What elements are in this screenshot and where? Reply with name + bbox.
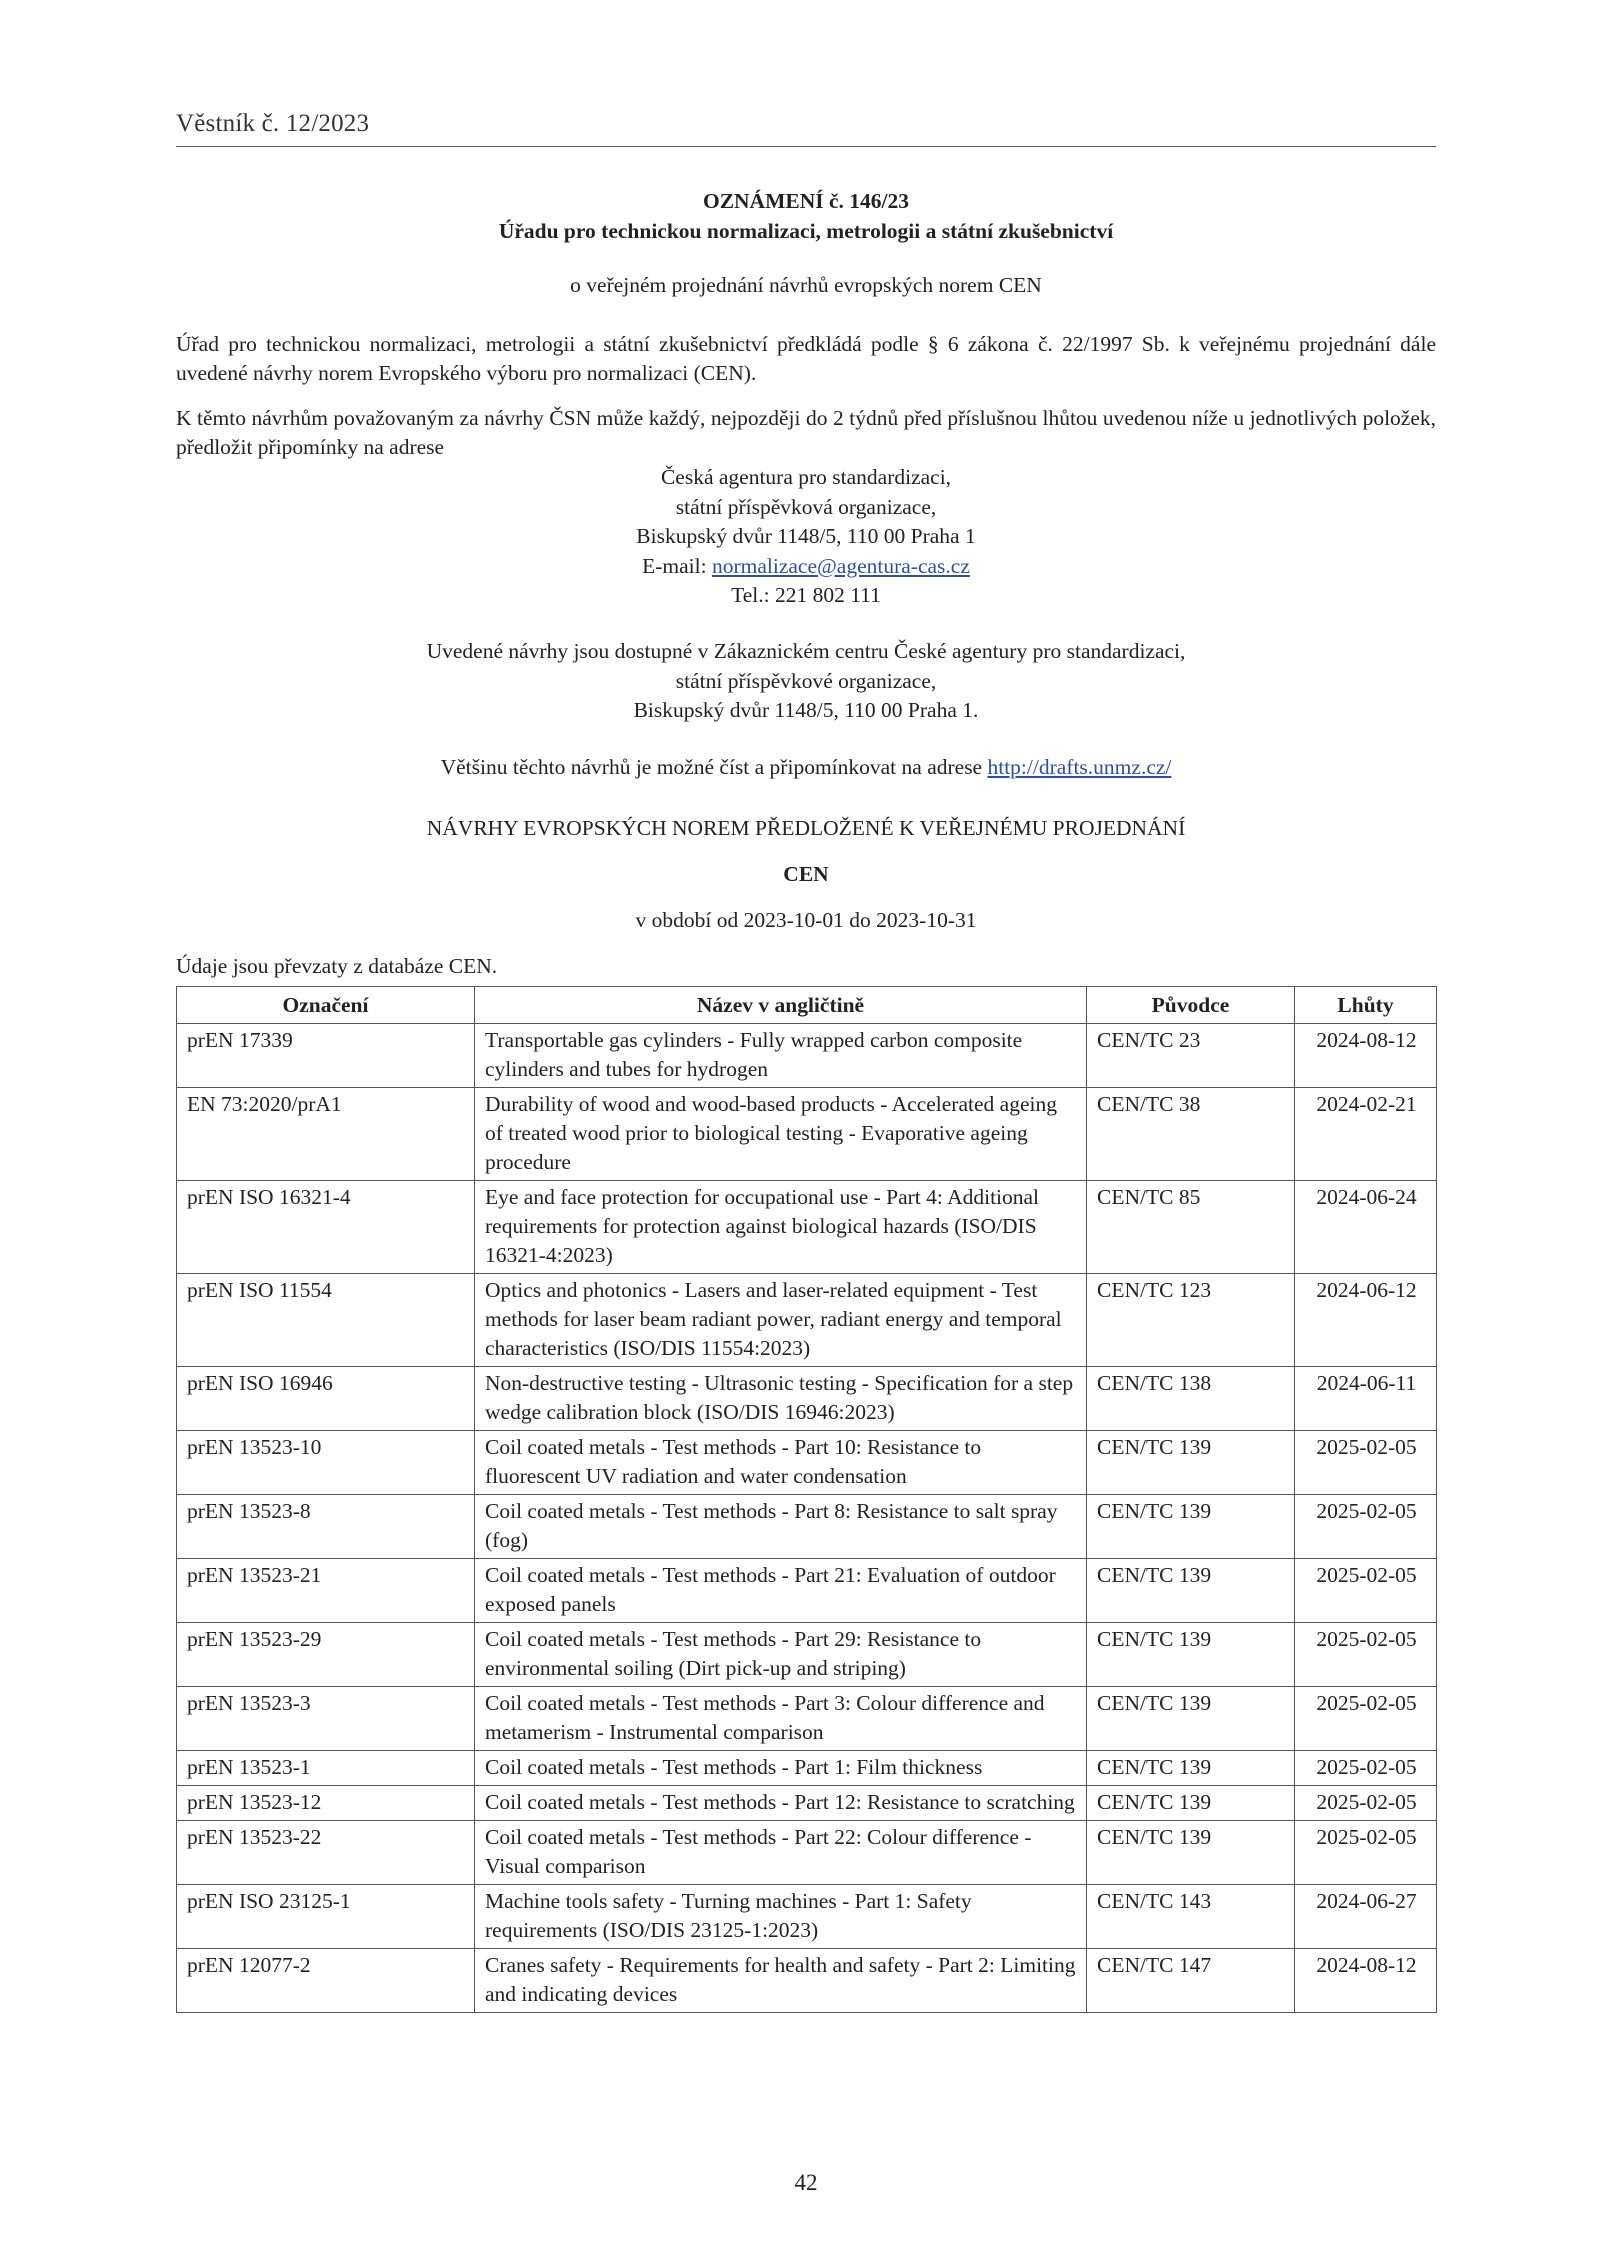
- cell-deadline: 2025-02-05: [1295, 1623, 1437, 1687]
- table-row: [177, 1181, 1437, 1274]
- announcement-title: [176, 186, 1436, 246]
- table-row: [177, 1751, 1437, 1786]
- cell-title: Coil coated metals - Test methods - Part 12: Resistance to scratching: [475, 1786, 1087, 1821]
- table-row: [177, 1687, 1437, 1751]
- table-row: [177, 1274, 1437, 1367]
- cell-deadline: 2024-06-24: [1295, 1181, 1437, 1274]
- cell-title: Transportable gas cylinders - Fully wrapped carbon composite cylinders and tubes for hydrogen: [475, 1024, 1087, 1088]
- cell-deadline: 2025-02-05: [1295, 1751, 1437, 1786]
- cell-deadline: 2025-02-05: [1295, 1495, 1437, 1559]
- table-row: [177, 1949, 1437, 2013]
- cell-originator: CEN/TC 139: [1087, 1623, 1295, 1687]
- cell-title: Coil coated metals - Test methods - Part 22: Colour difference - Visual comparison: [475, 1821, 1087, 1885]
- cell-originator: CEN/TC 38: [1087, 1088, 1295, 1181]
- cell-designation: prEN 13523-21: [177, 1559, 475, 1623]
- column-header-title: Název v angličtině: [475, 987, 1087, 1024]
- cell-deadline: 2024-02-21: [1295, 1088, 1437, 1181]
- cell-originator: CEN/TC 143: [1087, 1885, 1295, 1949]
- cell-originator: CEN/TC 139: [1087, 1495, 1295, 1559]
- column-header-originator: Původce: [1087, 987, 1295, 1024]
- drafts-text: Většinu těchto návrhů je možné číst a připomínkovat na adrese: [440, 755, 988, 779]
- cell-designation: prEN 17339: [177, 1024, 475, 1088]
- cell-originator: CEN/TC 23: [1087, 1024, 1295, 1088]
- table-row: [177, 1623, 1437, 1687]
- period-line: v období od 2023-10-01 do 2023-10-31: [635, 908, 977, 932]
- phone-line: Tel.: 221 802 111: [731, 583, 881, 607]
- cell-originator: CEN/TC 139: [1087, 1687, 1295, 1751]
- cell-designation: prEN 13523-10: [177, 1431, 475, 1495]
- cell-designation: prEN 13523-12: [177, 1786, 475, 1821]
- running-head: Věstník č. 12/2023: [176, 110, 370, 137]
- email-label: E-mail:: [642, 553, 712, 578]
- cell-designation: prEN ISO 23125-1: [177, 1885, 475, 1949]
- document-page: [176, 0, 1436, 2263]
- cell-designation: prEN 13523-29: [177, 1623, 475, 1687]
- cell-originator: CEN/TC 138: [1087, 1367, 1295, 1431]
- section-heading: NÁVRHY EVROPSKÝCH NOREM PŘEDLOŽENÉ K VEŘEJNÉMU PROJEDNÁNÍ: [426, 816, 1186, 840]
- cell-title: Coil coated metals - Test methods - Part 21: Evaluation of outdoor exposed panels: [475, 1559, 1087, 1623]
- cell-title: Coil coated metals - Test methods - Part 3: Colour difference and metamerism - Instrumental comparison: [475, 1687, 1087, 1751]
- cell-originator: CEN/TC 139: [1087, 1821, 1295, 1885]
- cell-originator: CEN/TC 139: [1087, 1559, 1295, 1623]
- cell-deadline: 2024-06-11: [1295, 1367, 1437, 1431]
- table-row: [177, 1885, 1437, 1949]
- cell-title: Non-destructive testing - Ultrasonic testing - Specification for a step wedge calibration block (ISO/DIS 16946:2023): [475, 1367, 1087, 1431]
- cell-originator: CEN/TC 123: [1087, 1274, 1295, 1367]
- table-row: [177, 1024, 1437, 1088]
- availability-line: Biskupský dvůr 1148/5, 110 00 Praha 1.: [633, 698, 979, 722]
- cell-designation: prEN ISO 16946: [177, 1367, 475, 1431]
- cell-originator: CEN/TC 139: [1087, 1751, 1295, 1786]
- cell-designation: prEN ISO 16321-4: [177, 1181, 475, 1274]
- cell-deadline: 2025-02-05: [1295, 1786, 1437, 1821]
- cell-designation: EN 73:2020/prA1: [177, 1088, 475, 1181]
- cell-title: Coil coated metals - Test methods - Part 29: Resistance to environmental soiling (Dirt pick-up and striping): [475, 1623, 1087, 1687]
- cell-deadline: 2024-08-12: [1295, 1024, 1437, 1088]
- cell-designation: prEN 13523-22: [177, 1821, 475, 1885]
- cell-title: Machine tools safety - Turning machines - Part 1: Safety requirements (ISO/DIS 23125-1:2023): [475, 1885, 1087, 1949]
- table-row: [177, 1786, 1437, 1821]
- norms-table-body: [177, 1024, 1437, 2013]
- cell-deadline: 2025-02-05: [1295, 1559, 1437, 1623]
- cell-designation: prEN 13523-1: [177, 1751, 475, 1786]
- header-divider: [176, 146, 1436, 147]
- announcement-issuer: Úřadu pro technickou normalizaci, metrologii a státní zkušebnictví: [498, 219, 1114, 243]
- column-header-designation: Označení: [177, 987, 475, 1024]
- address-line: Biskupský dvůr 1148/5, 110 00 Praha 1: [636, 524, 976, 548]
- cell-originator: CEN/TC 147: [1087, 1949, 1295, 2013]
- table-row: [177, 1088, 1437, 1181]
- cell-deadline: 2025-02-05: [1295, 1821, 1437, 1885]
- organisation-heading: CEN: [783, 862, 829, 886]
- availability-line: Uvedené návrhy jsou dostupné v Zákaznickém centru České agentury pro standardizaci,: [426, 639, 1186, 663]
- cell-designation: prEN 13523-8: [177, 1495, 475, 1559]
- comments-paragraph: K těmto návrhům považovaným za návrhy ČSN může každý, nejpozději do 2 týdnů před příslušnou lhůtou uvedenou níže u jednotlivých položek, předložit připomínky na adrese: [176, 406, 1436, 459]
- address-line: státní příspěvková organizace,: [675, 494, 937, 519]
- email-link[interactable]: normalizace@agentura-cas.cz: [711, 553, 970, 578]
- cell-designation: prEN ISO 11554: [177, 1274, 475, 1367]
- cell-title: Coil coated metals - Test methods - Part 1: Film thickness: [475, 1751, 1087, 1786]
- table-row: [177, 1367, 1437, 1431]
- availability-block: [176, 637, 1436, 726]
- cell-designation: prEN 12077-2: [177, 1949, 475, 2013]
- cell-title: Eye and face protection for occupational use - Part 4: Additional requirements for protection against biological hazards (ISO/DIS 16321-4:2023): [475, 1181, 1087, 1274]
- cell-title: Coil coated metals - Test methods - Part 10: Resistance to fluorescent UV radiation and water condensation: [475, 1431, 1087, 1495]
- announcement-number: OZNÁMENÍ č. 146/23: [702, 189, 910, 213]
- cell-originator: CEN/TC 139: [1087, 1786, 1295, 1821]
- cell-title: Durability of wood and wood-based products - Accelerated ageing of treated wood prior to biological testing - Evaporative ageing procedure: [475, 1088, 1087, 1181]
- intro-paragraph: Úřad pro technickou normalizaci, metrologii a státní zkušebnictví předkládá podle § 6 zákona č. 22/1997 Sb. k veřejnému projednání dále uvedené návrhy norem Evropského výboru pro normalizaci (CEN).: [176, 332, 1436, 385]
- cell-deadline: 2024-06-12: [1295, 1274, 1437, 1367]
- cell-deadline: 2024-08-12: [1295, 1949, 1437, 2013]
- cell-originator: CEN/TC 85: [1087, 1181, 1295, 1274]
- cell-title: Coil coated metals - Test methods - Part 8: Resistance to salt spray (fog): [475, 1495, 1087, 1559]
- table-row: [177, 1821, 1437, 1885]
- table-header-row: [177, 987, 1437, 1024]
- cell-deadline: 2025-02-05: [1295, 1431, 1437, 1495]
- address-block: [176, 463, 1436, 611]
- cell-title: Optics and photonics - Lasers and laser-related equipment - Test methods for laser beam radiant power, radiant energy and temporal characteristics (ISO/DIS 11554:2023): [475, 1274, 1087, 1367]
- availability-line: státní příspěvkové organizace,: [675, 668, 937, 693]
- cell-designation: prEN 13523-3: [177, 1687, 475, 1751]
- cell-deadline: 2025-02-05: [1295, 1687, 1437, 1751]
- column-header-deadline: Lhůty: [1295, 987, 1437, 1024]
- source-note: Údaje jsou převzaty z databáze CEN.: [176, 954, 498, 978]
- drafts-link[interactable]: http://drafts.unmz.cz/: [987, 755, 1172, 779]
- cell-originator: CEN/TC 139: [1087, 1431, 1295, 1495]
- table-row: [177, 1559, 1437, 1623]
- address-line: Česká agentura pro standardizaci,: [660, 465, 952, 489]
- norms-table: [176, 986, 1437, 2013]
- cell-deadline: 2024-06-27: [1295, 1885, 1437, 1949]
- drafts-line: [176, 755, 1436, 780]
- cell-title: Cranes safety - Requirements for health and safety - Part 2: Limiting and indicating devices: [475, 1949, 1087, 2013]
- table-row: [177, 1431, 1437, 1495]
- table-row: [177, 1495, 1437, 1559]
- page-number: 42: [794, 2170, 818, 2195]
- email-line: [176, 552, 1436, 582]
- announcement-subtitle: o veřejném projednání návrhů evropských norem CEN: [570, 273, 1042, 297]
